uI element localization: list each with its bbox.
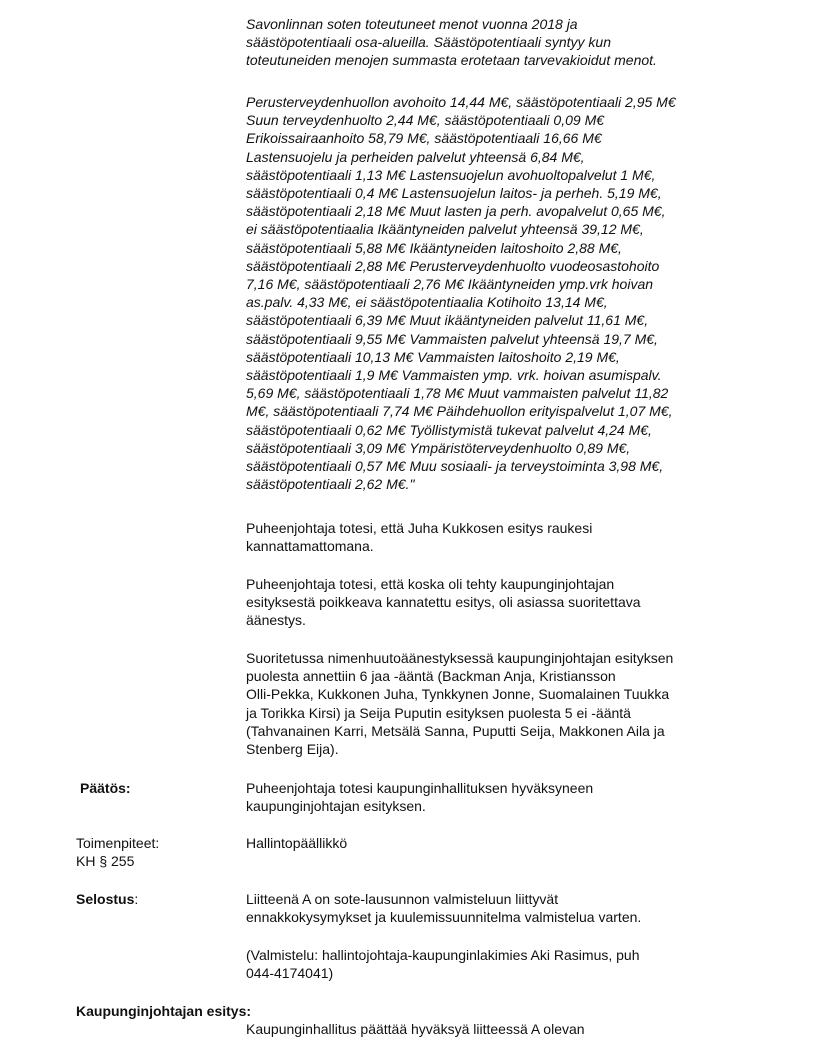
vote-result-line: puolesta annettiin 6 jaa -ääntä (Backman Anja, Kristiansson [246, 668, 616, 685]
intro-paragraph [246, 15, 766, 70]
details-line: säästöpotentiaali 0,57 M€ Muu sosiaali- ja terveystoiminta 3,98 M€, [246, 458, 664, 475]
actions-value-line: Hallintopäällikkö [246, 835, 348, 851]
details-line: M€, säästöpotentiaali 7,74 M€ Päihdehuollon erityispalvelut 1,07 M€, [246, 403, 673, 420]
decision-line: Puheenjohtaja totesi kaupunginhallituksen hyväksyneen [246, 780, 594, 796]
vote-result-line: ja Torikka Kirsi) ja Seija Puputin esityksen puolesta 5 ei -ääntä [246, 704, 631, 721]
mayor-proposal-line: Kaupunginhallitus päättää hyväksyä liitteessä A olevan [246, 1021, 585, 1037]
intro-line: Savonlinnan soten toteutuneet menot vuonna 2018 ja [246, 16, 578, 32]
chair-statement-paragraph [246, 575, 766, 630]
chair-statement-line: esityksestä poikkeava kannatettu esitys, oli asiassa suoritettava [246, 594, 641, 611]
actions-label [76, 834, 159, 870]
description-label-text: Selostus [76, 891, 135, 907]
details-line: säästöpotentiaali 5,88 M€ Ikääntyneiden laitoshoito 2,88 M€, [246, 239, 622, 256]
details-line: säästöpotentiaali 1,9 M€ Vammaisten ymp. vrk. hoivan asumispalv. [246, 367, 662, 384]
vote-result-paragraph [246, 649, 766, 758]
preparer-line: (Valmistelu: hallintojohtaja-kaupunginlakimies Aki Rasimus, puh [246, 947, 640, 963]
details-line: säästöpotentiaali 3,09 M€ Ympäristöterveydenhuolto 0,89 M€, [246, 439, 631, 456]
vote-result-line: (Tahvanainen Karri, Metsälä Sanna, Puputti Seija, Makkonen Aila ja [246, 722, 665, 739]
actions-label-line: Toimenpiteet: [76, 835, 160, 851]
description-label-suffix: : [134, 891, 139, 907]
description-label [76, 890, 138, 908]
description-line: Liitteenä A on sote-lausunnon valmisteluun liittyvät [246, 891, 559, 907]
details-line: säästöpotentiaali 2,88 M€ Perusterveydenhuolto vuodeosastohoito [246, 257, 660, 274]
decision-paragraph [246, 779, 766, 815]
preparer-line: 044-4174041) [246, 965, 334, 982]
actions-reference: KH § 255 [76, 853, 135, 870]
vote-result-line: Olli-Pekka, Kukkonen Juha, Tynkkynen Jonne, Suomalainen Tuukka [246, 686, 670, 703]
details-line: säästöpotentiaali 0,4 M€ Lastensuojelun laitos- ja perheh. 5,19 M€, [246, 185, 662, 202]
details-line: Lastensuojelu ja perheiden palvelut yhteensä 6,84 M€, [246, 148, 585, 165]
details-line: säästöpotentiaali 6,39 M€ Muut ikääntyneiden palvelut 11,61 M€, [246, 312, 649, 329]
mayor-proposal-label: Kaupunginjohtajan esitys: [76, 1003, 252, 1019]
details-line: säästöpotentiaali 10,13 M€ Vammaisten laitoshoito 2,19 M€, [246, 348, 620, 365]
preparer-paragraph [246, 946, 766, 982]
intro-line: säästöpotentiaali osa-alueilla. Säästöpotentiaali syntyy kun [246, 34, 612, 51]
details-line: säästöpotentiaali 9,55 M€ Vammaisten palvelut yhteensä 19,7 M€, [246, 330, 658, 347]
vote-result-line: Suoritetussa nimenhuutoäänestyksessä kaupunginjohtajan esityksen [246, 650, 674, 666]
intro-line: toteutuneiden menojen summasta erotetaan tarvevakioidut menot. [246, 52, 657, 69]
details-line: säästöpotentiaali 2,62 M€." [246, 476, 415, 493]
details-line: Perusterveydenhuollon avohoito 14,44 M€, säästöpotentiaali 2,95 M€ [246, 94, 676, 110]
details-line: säästöpotentiaali 2,18 M€ Muut lasten ja perh. avopalvelut 0,65 M€, [246, 203, 666, 220]
details-line: as.palv. 4,33 M€, ei säästöpotentiaalia Kotihoito 13,14 M€, [246, 294, 608, 311]
vote-result-line: Stenberg Eija). [246, 741, 339, 758]
details-line: säästöpotentiaali 0,62 M€ Työllistymistä tukevat palvelut 4,24 M€, [246, 421, 652, 438]
decision-label: Päätös: [80, 780, 131, 796]
chair-statement-line: kannattamattomana. [246, 538, 374, 555]
actions-value [246, 834, 766, 852]
description-line: ennakkokysymykset ja kuulemissuunnitelma valmistelua varten. [246, 909, 642, 926]
details-line: Erikoissairaanhoito 58,79 M€, säästöpotentiaali 16,66 M€ [246, 130, 602, 147]
chair-statement-line: Puheenjohtaja totesi, että koska oli tehty kaupunginjohtajan [246, 576, 615, 592]
description-paragraph [246, 890, 766, 926]
chair-statement-line: Puheenjohtaja totesi, että Juha Kukkosen esitys raukesi [246, 520, 593, 536]
details-line: ei säästöpotentiaalia Ikääntyneiden palvelut yhteensä 39,12 M€, [246, 221, 644, 238]
mayor-proposal-paragraph [246, 1020, 766, 1038]
cost-details-paragraph [246, 93, 766, 493]
details-line: säästöpotentiaali 1,13 M€ Lastensuojelun avohuoltopalvelut 1 M€, [246, 166, 656, 183]
details-line: Suun terveydenhuolto 2,44 M€, säästöpotentiaali 0,09 M€ [246, 112, 605, 129]
details-line: 5,69 M€, säästöpotentiaali 1,78 M€ Muut vammaisten palvelut 11,82 [246, 385, 669, 402]
chair-statement-paragraph [246, 519, 766, 555]
details-line: 7,16 M€, säästöpotentiaali 2,76 M€ Ikääntyneiden ymp.vrk hoivan [246, 276, 654, 293]
decision-line: kaupunginjohtajan esityksen. [246, 798, 426, 815]
chair-statement-line: äänestys. [246, 612, 306, 629]
